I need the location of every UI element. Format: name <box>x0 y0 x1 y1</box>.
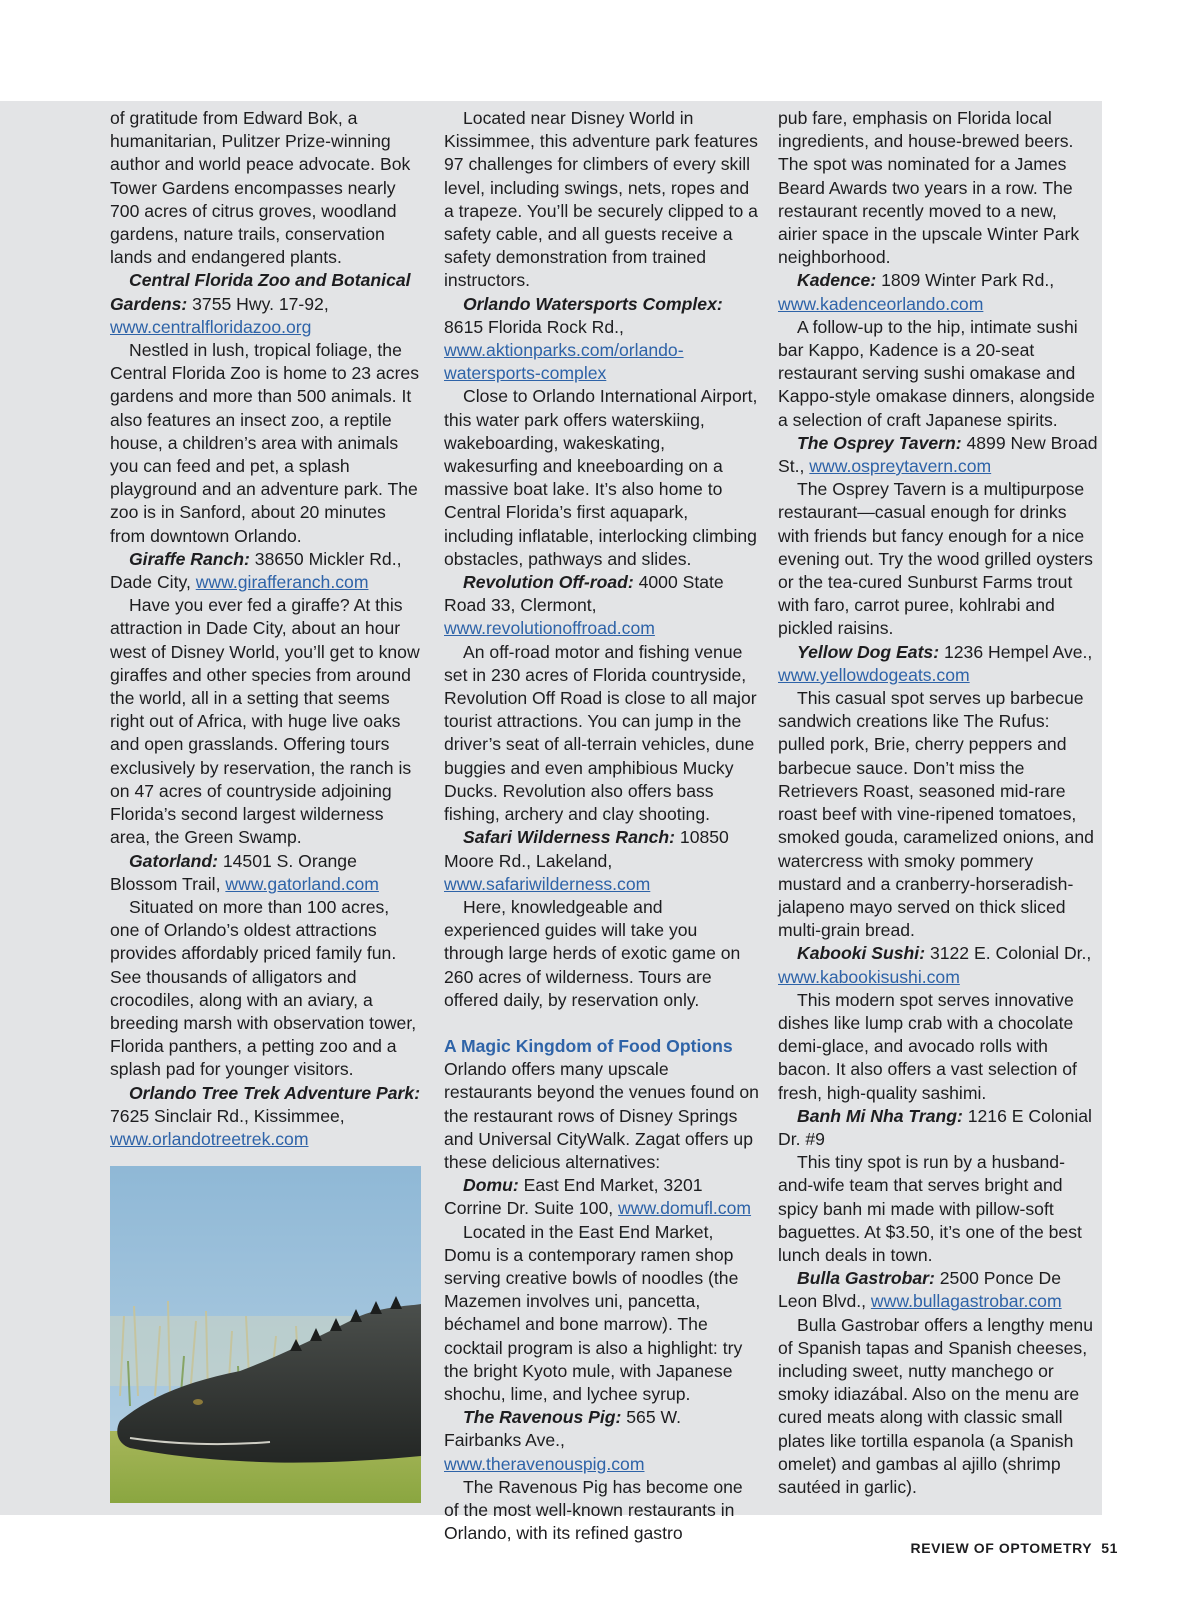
venue-listing <box>778 1267 1098 1313</box>
venue-description: Here, knowledgeable and experienced guides will take you through large herds of exotic game on 260 acres of wilderness. Tours are offered daily, by reservation only. <box>444 896 741 1010</box>
venue-address: 1236 Hempel Ave., <box>939 641 1093 662</box>
column-1 <box>110 107 422 1151</box>
venue-name: Giraffe Ranch: <box>129 548 250 569</box>
venue-description: An off-road motor and fishing venue set in 230 acres of Florida countryside, Revolution Off Road is close to all major tourist attractions. You can jump in the driver’s seat of all-terrain vehicles, dune buggies and even amphibious Mucky Ducks. Revolution also offers bass fishing, archery and clay shooting. <box>444 641 757 825</box>
venue-address: 8615 Florida Rock Rd., <box>444 316 624 337</box>
venue-link[interactable]: www.domufl.com <box>618 1198 752 1219</box>
venue-link[interactable]: www.revolutionoffroad.com <box>444 618 655 639</box>
venue-link[interactable]: www.orlandotreetrek.com <box>110 1128 309 1149</box>
venue-link[interactable]: www.girafferanch.com <box>195 572 369 593</box>
paragraph: Located near Disney World in Kissimmee, this adventure park features 97 challenges for climbers of every skill level, including swings, nets, ropes and a trapeze. You’ll be securely clipped to a safety cable, and all guests receive a safety demonstration from trained instructors. <box>444 108 758 291</box>
venue-name: Kadence: <box>797 270 877 291</box>
venue-link[interactable]: www.kabookisushi.com <box>778 966 960 987</box>
venue-listing <box>110 269 422 339</box>
venue-name: Revolution Off-road: <box>463 572 634 593</box>
page-number: 51 <box>1101 1540 1118 1556</box>
venue-description: This tiny spot is run by a husband-and-wife team that serves bright and spicy banh mi made with pillow-soft baguettes. At $3.50, it’s one of the best lunch deals in town. <box>778 1152 1082 1265</box>
venue-description: Situated on more than 100 acres, one of Orlando’s oldest attractions provides affordably priced family fun. See thousands of alligators and crocodiles, along with an aviary, a breeding marsh with observation tower, Florida panthers, a petting zoo and a splash pad for younger visitors. <box>110 896 417 1080</box>
venue-listing <box>444 571 759 641</box>
publication-name: REVIEW OF OPTOMETRY <box>910 1540 1093 1556</box>
venue-listing <box>778 942 1098 988</box>
venue-description: This modern spot serves innovative dishes like lump crab with a chocolate demi-glace, and avocado rolls with bacon. It also offers a vast selection of fresh, high-quality sashimi. <box>778 989 1077 1103</box>
venue-address: 7625 Sinclair Rd., Kissimmee, <box>110 1105 345 1126</box>
venue-address: 2500 Ponce De Leon Blvd., <box>778 1268 1062 1312</box>
venue-address: 3122 E. Colonial Dr., <box>925 943 1092 964</box>
venue-name: The Ravenous Pig: <box>463 1407 622 1428</box>
venue-name: Central Florida Zoo and Botanical Gardens: <box>110 270 411 314</box>
venue-listing <box>778 641 1098 687</box>
venue-link[interactable]: www.centralfloridazoo.org <box>110 316 312 337</box>
venue-listing <box>110 548 422 594</box>
venue-description: The Ravenous Pig has become one of the most well-known restaurants in Orlando, with its refined gastro <box>444 1476 743 1544</box>
paragraph: of gratitude from Edward Bok, a humanitarian, Pulitzer Prize-winning author and world peace advocate. Bok Tower Gardens encompasses nearly 700 acres of citrus groves, woodland gardens, nature trails, conservation lands and endangered plants. <box>110 108 411 268</box>
page-footer <box>910 1540 1118 1556</box>
venue-address: 565 W. Fairbanks Ave., <box>444 1407 682 1451</box>
venue-link[interactable]: www.gatorland.com <box>225 873 379 894</box>
venue-listing <box>444 826 759 896</box>
venue-description: This casual spot serves up barbecue sandwich creations like The Rufus: pulled pork, Brie, cherry peppers and barbecue sauce. Don’t miss the Retrievers Roast, seasoned mid-rare roast beef with vine-ripened tomatoes, smoked gouda, caramelized onions, and watercress with smoky pommery mustard and a cranberry-horseradish-jalapeno mayo served on thick sliced multi-grain bread. <box>778 688 1094 941</box>
venue-name: Banh Mi Nha Trang: <box>797 1105 963 1126</box>
venue-address: 3755 Hwy. 17-92, <box>187 293 329 314</box>
venue-address: 1809 Winter Park Rd., <box>876 270 1055 291</box>
venue-name: Orlando Watersports Complex: <box>463 293 723 314</box>
venue-description: Close to Orlando International Airport, this water park offers waterskiing, wakeboarding, wakeskating, wakesurfing and kneeboarding on a massive boat lake. It’s also home to Central Florida’s first aquapark, including inflatable, interlocking climbing obstacles, pathways and slides. <box>444 386 758 569</box>
section-intro: Orlando offers many upscale restaurants beyond the venues found on the restaurant rows of Disney Springs and Universal CityWalk. Zagat offers up these delicious alternatives: <box>444 1059 759 1172</box>
alligator-photo <box>110 1166 421 1503</box>
section-spacer <box>444 1012 759 1035</box>
venue-name: Kabooki Sushi: <box>797 943 926 964</box>
venue-link[interactable]: www.yellowdogeats.com <box>778 664 970 685</box>
venue-listing <box>778 1105 1098 1151</box>
venue-description: Bulla Gastrobar offers a lengthy menu of Spanish tapas and Spanish cheeses, including sweet, nutty manchego or smoky idiazábal. Also on the menu are cured meats along with classic small plates like tortilla espanola (a Spanish omelet) and gambas al ajillo (shrimp sautéed in garlic). <box>778 1314 1094 1497</box>
venue-link[interactable]: www.theravenouspig.com <box>444 1453 645 1474</box>
venue-description: A follow-up to the hip, intimate sushi bar Kappo, Kadence is a 20-seat restaurant serving sushi omakase and Kappo-style omakase dinners, alongside a selection of craft Japanese spirits. <box>778 316 1095 430</box>
venue-description: The Osprey Tavern is a multipurpose restaurant—casual enough for drinks with friends but fancy enough for a nice evening out. Try the wood grilled oysters or the tea-cured Sunburst Farms trout with faro, carrot puree, kohlrabi and pickled raisins. <box>778 479 1093 639</box>
venue-address: 1216 E Colonial Dr. #9 <box>778 1105 1092 1149</box>
venue-description: Have you ever fed a giraffe? At this attraction in Dade City, about an hour west of Disney World, you’ll get to know giraffes and other species from around the world, all in a setting that seems right out of Africa, with huge live oaks and open grasslands. Offering tours exclusively by reservation, the ranch is on 47 acres of countryside adjoining Florida’s second largest wilderness area, the Green Swamp. <box>110 595 420 848</box>
venue-listing <box>778 432 1098 478</box>
venue-address: 38650 Mickler Rd., Dade City, <box>110 548 402 593</box>
venue-address: 4899 New Broad St., <box>778 432 1098 477</box>
venue-address: 4000 State Road 33, Clermont, <box>444 572 724 616</box>
venue-listing <box>110 850 422 896</box>
venue-link[interactable]: www.aktionparks.com/orlando-watersports-complex <box>444 340 684 384</box>
venue-name: Bulla Gastrobar: <box>797 1268 935 1289</box>
venue-description: Located in the East End Market, Domu is a contemporary ramen shop serving creative bowls of noodles (the Mazemen involves uni, pancetta, béchamel and bone marrow). The cocktail program is also a highlight: try the bright Kyoto mule, with Japanese shochu, lime, and lychee syrup. <box>444 1221 743 1404</box>
venue-address: 10850 Moore Rd., Lakeland, <box>444 827 729 871</box>
paragraph: pub fare, emphasis on Florida local ingredients, and house-brewed beers. The spot was nominated for a James Beard Awards two years in a row. The restaurant recently moved to a new, airier space in the upscale Winter Park neighborhood. <box>778 108 1080 268</box>
venue-name: Orlando Tree Trek Adventure Park: <box>129 1082 421 1103</box>
venue-link[interactable]: www.kadenceorlando.com <box>778 293 984 314</box>
venue-name: Domu: <box>463 1175 519 1196</box>
venue-link[interactable]: www.bullagastrobar.com <box>870 1291 1062 1312</box>
venue-name: Yellow Dog Eats: <box>797 641 940 662</box>
venue-name: Gatorland: <box>129 850 218 871</box>
venue-address: 14501 S. Orange Blossom Trail, <box>110 850 357 894</box>
venue-name: Safari Wilderness Ranch: <box>463 827 676 848</box>
venue-listing <box>444 1406 759 1476</box>
venue-name: The Osprey Tavern: <box>797 432 962 453</box>
venue-listing <box>444 293 759 386</box>
column-3 <box>778 107 1098 1499</box>
venue-listing <box>778 269 1098 315</box>
venue-link[interactable]: www.ospreytavern.com <box>809 456 992 477</box>
venue-address: East End Market, 3201 Corrine Dr. Suite 100, <box>444 1175 703 1219</box>
venue-description: Nestled in lush, tropical foliage, the Central Florida Zoo is home to 23 acres gardens and more than 500 animals. It also features an insect zoo, a reptile house, a children’s area with animals you can feed and pet, a splash playground and an adventure park. The zoo is in Sanford, about 20 minutes from downtown Orlando. <box>110 340 420 546</box>
venue-listing <box>110 1082 422 1152</box>
column-2 <box>444 107 759 1545</box>
venue-listing <box>444 1174 759 1220</box>
section-heading: A Magic Kingdom of Food Options <box>444 1035 733 1056</box>
venue-link[interactable]: www.safariwilderness.com <box>444 873 651 894</box>
